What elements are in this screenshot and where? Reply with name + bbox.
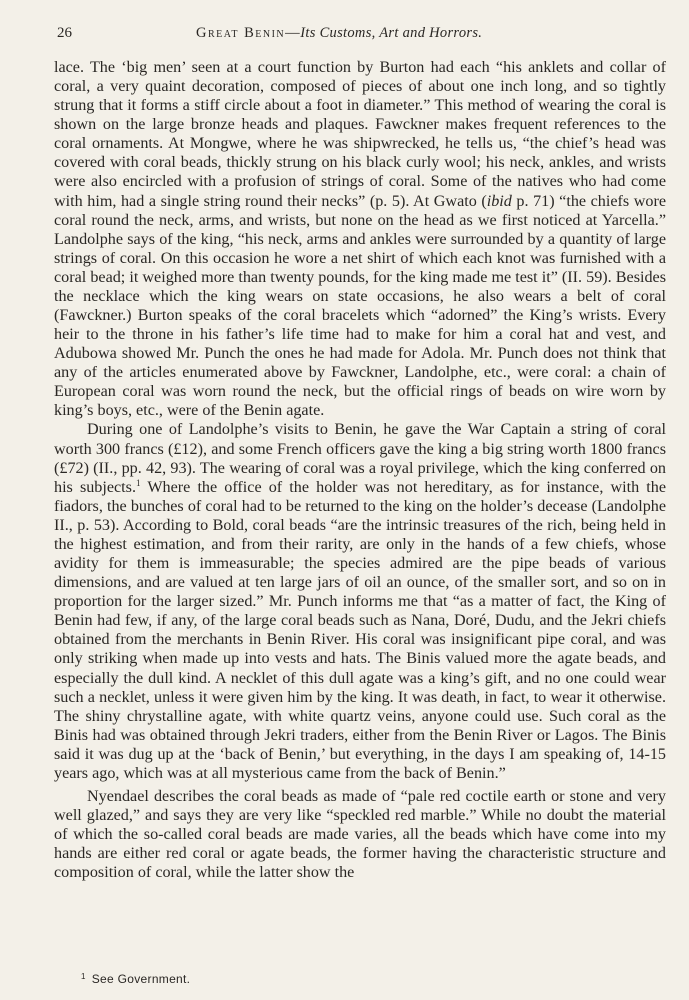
paragraph-3: Nyendael describes the coral beads as made of “pale red coctile earth or stone and very well glazed,” and says they are very like “speckled red marble.” While no doubt the material of which the so-called coral beads are made varies, all the beads which have come into my hands are either red coral or agate beads, the former having the characteristic structure and composition of coral, while the latter show the xyxy=(54,787,666,882)
paragraph-1-text-a: lace. The ‘big men’ seen at a court function by Burton had each “his anklets and collar of coral, a very quaint decoration, composed of pieces of about one inch long, and so tightly strung that it forms a stiff circle about a foot in diameter.” This method of wearing the coral is shown on the large bronze heads and plaques. Fawckner makes frequent references to the coral ornaments. At Mongwe, where he was shipwrecked, he tells us, “the chief’s head was covered with coral beads, thickly strung on his black curly wool; his neck, ankles, and wrists were also encircled with a profusion of strings of coral. Some of the natives who had come with him, had a single string round their necks” (p. 5). At Gwato ( xyxy=(54,59,666,210)
paragraph-2 xyxy=(54,420,666,782)
running-title-main: Great Benin xyxy=(196,25,286,41)
paragraph-2-text-b: Where the office of the holder was not hereditary, as for instance, with the fiadors, the bunches of coral had to be returned to the king on the holder’s decease (Landolphe II., p. 53). According to Bold, coral beads “are the intrinsic treasures of the rich, being held in the highest estimation, and from their rarity, are only in the hands of a few chiefs, whose avidity for them is immeasurable; the species admired are the pipe beads of various dimensions, and are valued at ten large jars of oil an ounce, of the smaller sort, and so on in proportion for the larger sized.” Mr. Punch informs me that “as a matter of fact, the King of Benin had few, if any, of the large coral beads such as Nana, Doré, Dudu, and the Jekri chiefs obtained from the merchants in Benin River. His coral was insignificant pipe coral, and was only striking when made up into vests and hats. The Binis valued more the agate beads, and especially the dull kind. A necklet of this dull agate was a king’s gift, and no one could wear such a necklet, unless it were given him by the king. It was death, in fact, to wear it otherwise. The shiny chrystalline agate, with white quartz veins, anyone could use. Such coral as the Binis had was obtained through Jekri traders, either from the Benin River or Lagos. The Binis said it was dug up at the ‘back of Benin,’ but everything, in the days I am speaking of, 14-15 years ago, which was at all mysterious came from the back of Benin.” xyxy=(54,478,666,782)
footnote-reference: 1 xyxy=(136,477,141,488)
paragraph-2-text-a: During one of Landolphe’s visits to Benin, he gave the War Captain a string of coral worth 300 francs (£12), and some French officers gave the king a big string worth 1800 francs (£72) (II., pp. 42, 93). The wearing of coral was a royal privilege, which the king conferred on his subjects. xyxy=(54,421,666,496)
running-title xyxy=(196,25,482,42)
footnote xyxy=(81,972,190,986)
footnote-marker: 1 xyxy=(81,972,86,981)
running-title-dash: — xyxy=(285,25,301,41)
ibid-abbreviation: ibid xyxy=(486,192,512,210)
body-text xyxy=(54,58,666,882)
running-header xyxy=(0,20,689,48)
paragraph-1 xyxy=(54,58,666,420)
page-number: 26 xyxy=(57,25,72,41)
footnote-text: See Government. xyxy=(91,972,191,986)
running-title-subtitle: Its Customs, Art and Horrors. xyxy=(300,25,483,41)
paragraph-1-text-b: p. 71) “the chiefs wore coral round the neck, arms, and wrists, but none on the head as we first noticed at Yarcella.” Landolphe says of the king, “his neck, arms and ankles were surrounded by a quantity of large strings of coral. On this occasion he wore a net shirt of which each knot was furnished with a coral bead; it weighed more than twenty pounds, for the king made me test it” (II. 59). Besides the necklace which the king wears on state occasions, he also wears a belt of coral (Fawckner.) Burton speaks of the coral bracelets which “adorned” the King’s wrists. Every heir to the throne in his father’s life time had to make for him a coral hat and vest, and Adubowa showed Mr. Punch the ones he had made for Adola. Mr. Punch does not think that any of the articles enumerated above by Fawckner, Landolphe, etc., were coral: a chain of European coral was worn round the neck, but the official rings of beads on wire worn by king’s boys, etc., were of the Benin agate. xyxy=(54,192,666,420)
